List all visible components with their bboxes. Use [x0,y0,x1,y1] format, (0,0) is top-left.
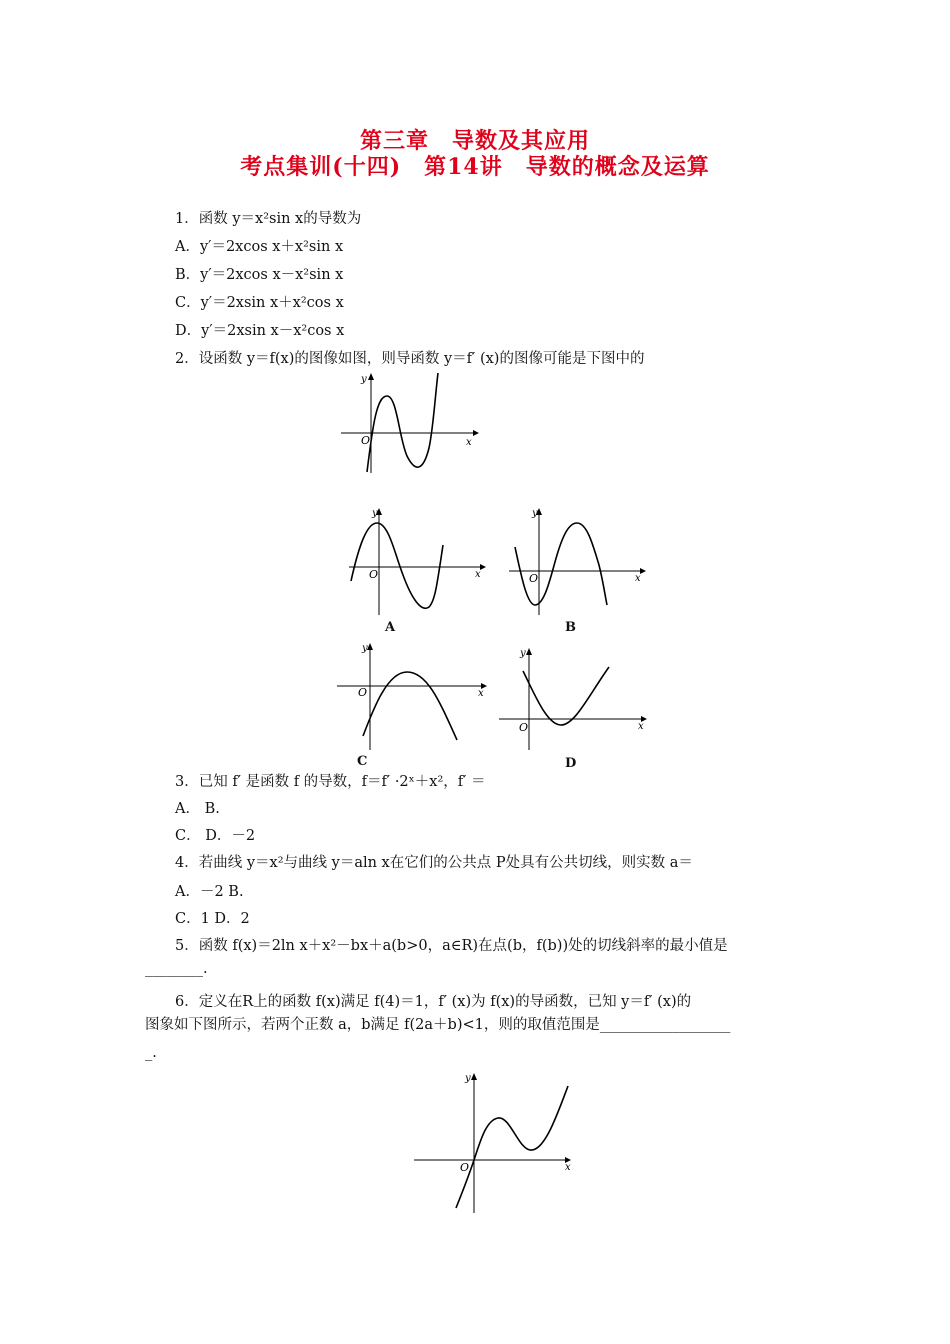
q6-blank: __________________ [599,1017,731,1033]
q1-option-a: A．y′＝2xcos x＋x²sin x [175,239,344,255]
svg-text:x: x [635,573,641,584]
q1-stem: 1．函数 y＝x²sin x的导数为 [175,211,362,227]
q6-stem-line1: 6．定义在R上的函数 f(x)满足 f(4)＝1，f′ (x)为 f(x)的导函数，已知 y＝f′ (x)的 [175,994,692,1010]
q1-option-c: C．y′＝2xsin x＋x²cos x [175,295,344,311]
q2-function-graph [335,368,480,478]
svg-text:x: x [565,1162,571,1173]
q3-options-cd: C． D．－2 [175,828,256,844]
svg-text:y: y [520,648,526,659]
x-axis-arrow [473,430,479,436]
curve [367,373,438,472]
q4-options-cd: C．1 D．2 [175,911,250,927]
svg-text:x: x [638,721,644,732]
svg-text:y: y [532,508,538,519]
x-label: x [466,437,472,448]
q2-stem: 2．设函数 y＝f(x)的图像如图，则导函数 y＝f′ (x)的图像可能是下图中的 [175,351,645,367]
q2-option-a-label: A [385,620,396,635]
svg-text:x: x [475,569,481,580]
svg-text:y: y [465,1073,471,1084]
q6-derivative-graph [410,1068,580,1218]
q1-option-d: D．y′＝2xsin x－x²cos x [175,323,345,339]
q6-stem-text: 图象如下图所示，若两个正数 a，b满足 f(2a＋b)<1，则的取值范围是 [145,1017,600,1033]
section-title: 考点集训(十四) 第14讲 导数的概念及运算 [240,154,710,180]
svg-text:O: O [460,1161,470,1174]
q5-stem: 5．函数 f(x)＝2ln x＋x²－bx＋a(b>0，a∈R)在点(b，f(b))处的切线斜率的最小值是 [175,938,728,954]
q2-option-d-graph [495,645,655,755]
svg-text:O: O [519,721,529,734]
q3-options-ab: A． B. [175,801,220,817]
q2-option-b-graph [505,505,650,625]
svg-text:y: y [372,508,378,519]
q2-option-b-label: B [565,620,576,635]
q4-options-ab: A．－2 B. [175,884,244,900]
origin-label: O [361,434,371,447]
svg-text:O: O [358,686,368,699]
q2-option-c-label: C [357,754,368,769]
y-label: y [361,374,367,385]
svg-text:O: O [529,572,539,585]
chapter-title: 第三章 导数及其应用 [359,128,590,154]
q5-blank: ________. [145,961,208,977]
svg-text:O: O [369,568,379,581]
q4-stem: 4．若曲线 y＝x²与曲线 y＝aln x在它们的公共点 P处具有公共切线，则实数 a＝ [175,855,693,871]
q1-option-b: B．y′＝2xcos x－x²sin x [175,267,344,283]
q3-stem: 3．已知 f′ 是函数 f 的导数，f＝f′ ·2ˣ＋x²，f′ ＝ [175,774,486,790]
q2-option-a-graph [345,505,490,625]
q2-option-d-label: D [565,756,577,771]
svg-text:x: x [478,688,484,699]
q6-blank-end: _. [145,1045,157,1061]
q2-option-c-graph [333,640,493,760]
q6-stem-line2 [145,1011,810,1039]
svg-text:y: y [362,643,368,654]
y-axis-arrow [368,373,374,380]
